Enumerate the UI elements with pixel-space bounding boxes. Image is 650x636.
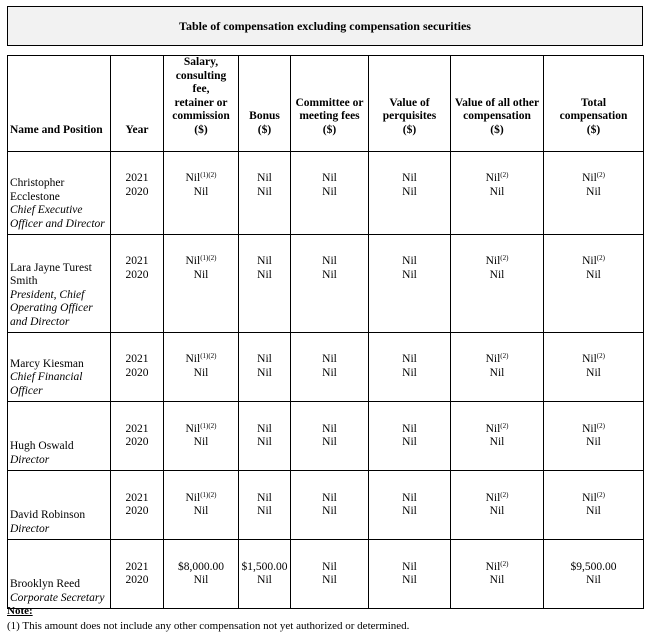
salary-cell xyxy=(164,471,239,540)
year-value: 2021 xyxy=(125,353,149,365)
footnote-marker: (2) xyxy=(596,490,605,499)
column-header xyxy=(291,56,369,152)
perquisites-value xyxy=(371,561,448,575)
other-value xyxy=(453,353,541,367)
bonus-value xyxy=(241,186,288,200)
perquisites-value xyxy=(371,367,448,381)
cell-text: Nil xyxy=(322,505,337,517)
bonus-value xyxy=(241,423,288,437)
cell-text: Nil xyxy=(586,436,601,448)
person-title: Corporate Secretary xyxy=(10,591,105,604)
cell-text: Nil xyxy=(485,560,501,573)
perquisites-cell xyxy=(369,540,451,609)
other-cell xyxy=(451,540,544,609)
total-value xyxy=(546,367,641,381)
footnote-marker: (2) xyxy=(500,171,509,179)
column-header xyxy=(451,56,544,152)
column-header-line: commission xyxy=(172,110,230,122)
salary-value xyxy=(166,255,236,269)
column-header-line: ($) xyxy=(194,123,208,136)
other-value xyxy=(453,269,541,283)
cell-text: Nil xyxy=(193,574,209,586)
perquisites-value xyxy=(371,255,448,269)
total-value xyxy=(546,574,641,588)
cell-text: Nil xyxy=(322,491,337,504)
salary-value xyxy=(166,436,236,450)
bonus-value xyxy=(241,492,288,506)
bonus-value xyxy=(241,269,288,283)
perquisites-value xyxy=(371,186,448,200)
salary-cell xyxy=(164,235,239,333)
total-value xyxy=(546,561,641,575)
bonus-cell xyxy=(239,402,291,471)
total-cell xyxy=(544,540,644,609)
committee-value xyxy=(293,505,366,519)
person-title: Director xyxy=(10,453,50,466)
total-value xyxy=(546,186,641,200)
footnote-marker: (1)(2) xyxy=(200,490,217,499)
cell-text: Nil xyxy=(485,172,501,184)
salary-value xyxy=(166,505,236,519)
cell-text: Nil xyxy=(193,505,209,517)
bonus-value xyxy=(241,505,288,519)
table-note xyxy=(7,604,409,634)
total-value xyxy=(546,423,641,437)
perquisites-value xyxy=(371,505,448,519)
table-row xyxy=(8,471,644,540)
other-value xyxy=(453,436,541,450)
committee-value xyxy=(293,561,366,575)
column-header xyxy=(369,56,451,152)
salary-cell xyxy=(164,152,239,235)
name-position-cell xyxy=(8,235,111,333)
other-value xyxy=(453,574,541,588)
year-value: 2021 xyxy=(125,560,149,573)
year-value: 2020 xyxy=(125,268,149,281)
footnote-marker: (2) xyxy=(500,352,509,360)
perquisites-cell xyxy=(369,402,451,471)
year-value: 2021 xyxy=(125,491,149,504)
total-value xyxy=(546,492,641,506)
bonus-value xyxy=(241,561,288,575)
cell-text: Nil xyxy=(257,422,272,435)
table-row xyxy=(8,235,644,333)
cell-text: Nil xyxy=(257,255,272,267)
cell-text: Nil xyxy=(485,491,501,504)
cell-text: Nil xyxy=(402,366,417,379)
cell-text: Nil xyxy=(582,255,597,267)
total-cell xyxy=(544,235,644,333)
footnote-marker: (2) xyxy=(500,490,509,499)
column-header-line: Name and Position xyxy=(10,123,103,136)
year-value: 2021 xyxy=(125,422,149,435)
column-header-line: Value of all other xyxy=(454,96,540,109)
bonus-value xyxy=(241,367,288,381)
cell-text: Nil xyxy=(402,255,417,267)
cell-text: Nil xyxy=(257,353,272,365)
year-value: 2020 xyxy=(125,185,149,198)
bonus-value xyxy=(241,353,288,367)
cell-text: Nil xyxy=(185,255,201,267)
cell-text: Nil xyxy=(257,574,272,586)
total-value xyxy=(546,436,641,450)
table-header-row xyxy=(8,56,644,152)
committee-value xyxy=(293,353,366,367)
salary-value xyxy=(166,423,236,437)
footnote-marker: (2) xyxy=(596,352,605,360)
year-cell xyxy=(111,471,164,540)
cell-text: Nil xyxy=(586,185,601,198)
cell-text: Nil xyxy=(257,268,272,281)
person-title: Officer and Director xyxy=(10,217,105,230)
name-position-cell xyxy=(8,540,111,609)
column-header-line: Total xyxy=(580,96,607,109)
cell-text: Nil xyxy=(586,574,601,586)
name-position-cell xyxy=(8,402,111,471)
person-name: Christopher xyxy=(10,177,65,189)
column-header-line: Bonus xyxy=(249,110,280,122)
column-header-line: compensation xyxy=(559,110,628,122)
cell-text: Nil xyxy=(489,505,505,517)
year-value: 2020 xyxy=(125,436,149,448)
column-header-line: Salary, xyxy=(183,56,219,68)
cell-text: Nil xyxy=(402,574,417,586)
cell-text: Nil xyxy=(193,436,209,448)
person-title: Officer xyxy=(10,384,43,397)
total-value xyxy=(546,255,641,269)
name-position-cell xyxy=(8,471,111,540)
cell-text: Nil xyxy=(257,505,272,517)
column-header-line: Value of xyxy=(389,96,430,109)
other-value xyxy=(453,505,541,519)
total-value xyxy=(546,269,641,283)
cell-text: Nil xyxy=(322,353,337,365)
person-title: and Director xyxy=(10,315,70,328)
year-value: 2021 xyxy=(125,255,149,267)
perquisites-value xyxy=(371,436,448,450)
name-position-cell xyxy=(8,152,111,235)
year-value: 2021 xyxy=(125,172,149,184)
footnote-marker: (1)(2) xyxy=(200,421,217,430)
cell-text: $9,500.00 xyxy=(570,560,617,573)
bonus-value xyxy=(241,436,288,450)
committee-value xyxy=(293,255,366,269)
column-header xyxy=(111,56,164,152)
cell-text: Nil xyxy=(322,560,337,573)
cell-text: Nil xyxy=(402,172,417,184)
bonus-value xyxy=(241,574,288,588)
total-value xyxy=(546,172,641,186)
cell-text: Nil xyxy=(322,574,337,586)
salary-value xyxy=(166,353,236,367)
bonus-cell xyxy=(239,235,291,333)
bonus-cell xyxy=(239,471,291,540)
perquisites-value xyxy=(371,172,448,186)
bonus-cell xyxy=(239,540,291,609)
perquisites-cell xyxy=(369,235,451,333)
cell-text: Nil xyxy=(402,505,417,517)
note-item: (1) This amount does not include any other compensation not yet authorized or determined. xyxy=(7,620,410,632)
total-cell xyxy=(544,333,644,402)
column-header-line: retainer or xyxy=(174,96,228,109)
cell-text: Nil xyxy=(322,268,337,281)
cell-text: Nil xyxy=(489,185,505,198)
year-cell xyxy=(111,152,164,235)
cell-text: Nil xyxy=(402,491,417,504)
other-cell xyxy=(451,471,544,540)
cell-text: Nil xyxy=(586,268,601,281)
cell-text: Nil xyxy=(582,422,597,435)
other-cell xyxy=(451,333,544,402)
person-title: Chief Executive xyxy=(10,204,83,216)
cell-text: Nil xyxy=(322,422,337,435)
column-header-line: ($) xyxy=(322,123,337,136)
table-row xyxy=(8,402,644,471)
column-header-line: ($) xyxy=(402,123,417,136)
cell-text: Nil xyxy=(582,491,597,504)
salary-value xyxy=(166,172,236,186)
column-header-line: Year xyxy=(125,123,149,136)
other-value xyxy=(453,186,541,200)
committee-value xyxy=(293,492,366,506)
other-value xyxy=(453,492,541,506)
cell-text: $8,000.00 xyxy=(178,560,224,573)
bonus-value xyxy=(241,255,288,269)
cell-text: Nil xyxy=(489,268,505,281)
cell-text: Nil xyxy=(402,268,417,281)
footnote-marker: (2) xyxy=(500,559,509,568)
cell-text: Nil xyxy=(185,172,201,184)
person-name: Lara Jayne Turest xyxy=(10,261,92,274)
cell-text: Nil xyxy=(489,436,505,448)
person-title: President, Chief xyxy=(10,288,85,301)
cell-text: Nil xyxy=(402,353,417,365)
table-row xyxy=(8,152,644,235)
cell-text: Nil xyxy=(322,366,337,379)
salary-cell xyxy=(164,402,239,471)
column-header xyxy=(544,56,644,152)
column-header-line: Committee or xyxy=(295,96,364,109)
committee-cell xyxy=(291,152,369,235)
cell-text: Nil xyxy=(257,172,272,184)
year-cell xyxy=(111,402,164,471)
footnote-marker: (1)(2) xyxy=(200,352,217,360)
perquisites-value xyxy=(371,492,448,506)
cell-text: Nil xyxy=(582,353,597,365)
perquisites-cell xyxy=(369,333,451,402)
cell-text: Nil xyxy=(257,366,272,379)
other-cell xyxy=(451,235,544,333)
other-cell xyxy=(451,402,544,471)
perquisites-value xyxy=(371,353,448,367)
other-value xyxy=(453,423,541,437)
committee-value xyxy=(293,186,366,200)
cell-text: Nil xyxy=(322,172,337,184)
committee-cell xyxy=(291,471,369,540)
year-cell xyxy=(111,235,164,333)
column-header xyxy=(8,56,111,152)
salary-value xyxy=(166,574,236,588)
cell-text: Nil xyxy=(322,436,337,448)
cell-text: Nil xyxy=(193,185,209,198)
perquisites-value xyxy=(371,423,448,437)
salary-value xyxy=(166,492,236,506)
cell-text: Nil xyxy=(485,422,501,435)
committee-value xyxy=(293,269,366,283)
column-header-line: perquisites xyxy=(382,110,437,122)
footnote-marker: (1)(2) xyxy=(200,254,217,262)
salary-cell xyxy=(164,540,239,609)
cell-text: Nil xyxy=(402,560,417,573)
footnote-marker: (1)(2) xyxy=(200,171,217,179)
table-row xyxy=(8,540,644,609)
perquisites-cell xyxy=(369,471,451,540)
person-name: David Robinson xyxy=(10,509,86,521)
perquisites-value xyxy=(371,574,448,588)
cell-text: Nil xyxy=(586,505,601,517)
cell-text: Nil xyxy=(485,255,501,267)
year-value: 2020 xyxy=(125,574,149,586)
perquisites-value xyxy=(371,269,448,283)
total-cell xyxy=(544,152,644,235)
bonus-cell xyxy=(239,152,291,235)
column-header-line: ($) xyxy=(586,123,601,136)
year-value: 2020 xyxy=(125,505,149,517)
person-name: Hugh Oswald xyxy=(10,440,74,452)
other-value xyxy=(453,172,541,186)
cell-text: Nil xyxy=(485,353,501,365)
committee-cell xyxy=(291,540,369,609)
footnote-marker: (2) xyxy=(500,421,509,430)
person-title: Director xyxy=(10,522,50,535)
total-value xyxy=(546,505,641,519)
cell-text: Nil xyxy=(257,185,272,198)
committee-value xyxy=(293,423,366,437)
cell-text: Nil xyxy=(586,366,601,379)
cell-text: Nil xyxy=(489,366,505,379)
perquisites-cell xyxy=(369,152,451,235)
person-name: Brooklyn Reed xyxy=(10,578,80,590)
compensation-table xyxy=(7,55,644,609)
bonus-cell xyxy=(239,333,291,402)
salary-value xyxy=(166,367,236,381)
cell-text: Nil xyxy=(193,366,209,379)
other-value xyxy=(453,255,541,269)
column-header xyxy=(164,56,239,152)
year-cell xyxy=(111,333,164,402)
table-caption: Table of compensation excluding compensation securities xyxy=(7,6,643,46)
column-header-line: meeting fees xyxy=(299,110,360,122)
cell-text: Nil xyxy=(185,353,201,365)
column-header xyxy=(239,56,291,152)
bonus-value xyxy=(241,172,288,186)
column-header-line: consulting fee, xyxy=(175,69,227,95)
person-name: Ecclestone xyxy=(10,190,60,203)
committee-value xyxy=(293,574,366,588)
total-value xyxy=(546,353,641,367)
cell-text: Nil xyxy=(402,185,417,198)
cell-text: Nil xyxy=(322,255,337,267)
cell-text: Nil xyxy=(257,491,272,504)
person-title: Operating Officer xyxy=(10,302,93,314)
salary-value xyxy=(166,269,236,283)
cell-text: Nil xyxy=(193,268,209,281)
cell-text: Nil xyxy=(402,436,417,448)
year-cell xyxy=(111,540,164,609)
other-cell xyxy=(451,152,544,235)
column-header-line: ($) xyxy=(257,123,272,136)
committee-value xyxy=(293,172,366,186)
year-value: 2020 xyxy=(125,366,149,379)
cell-text: Nil xyxy=(322,185,337,198)
total-cell xyxy=(544,402,644,471)
committee-value xyxy=(293,436,366,450)
salary-value xyxy=(166,561,236,575)
cell-text: Nil xyxy=(185,422,201,435)
footnote-marker: (2) xyxy=(596,421,605,430)
cell-text: Nil xyxy=(489,574,505,586)
table-row xyxy=(8,333,644,402)
cell-text: Nil xyxy=(402,422,417,435)
committee-cell xyxy=(291,235,369,333)
note-label: Note: xyxy=(7,605,33,617)
column-header-line: ($) xyxy=(490,123,504,136)
total-cell xyxy=(544,471,644,540)
footnote-marker: (2) xyxy=(596,254,605,262)
cell-text: Nil xyxy=(257,436,272,448)
committee-cell xyxy=(291,333,369,402)
person-name: Smith xyxy=(10,275,38,287)
cell-text: Nil xyxy=(185,491,201,504)
salary-cell xyxy=(164,333,239,402)
person-title: Chief Financial xyxy=(10,371,83,383)
other-value xyxy=(453,561,541,575)
footnote-marker: (2) xyxy=(500,254,509,262)
footnote-marker: (2) xyxy=(596,171,605,179)
person-name: Marcy Kiesman xyxy=(10,357,84,370)
cell-text: $1,500.00 xyxy=(241,560,288,573)
other-value xyxy=(453,367,541,381)
committee-cell xyxy=(291,402,369,471)
salary-value xyxy=(166,186,236,200)
cell-text: Nil xyxy=(582,172,597,184)
name-position-cell xyxy=(8,333,111,402)
committee-value xyxy=(293,367,366,381)
column-header-line: compensation xyxy=(463,110,531,122)
